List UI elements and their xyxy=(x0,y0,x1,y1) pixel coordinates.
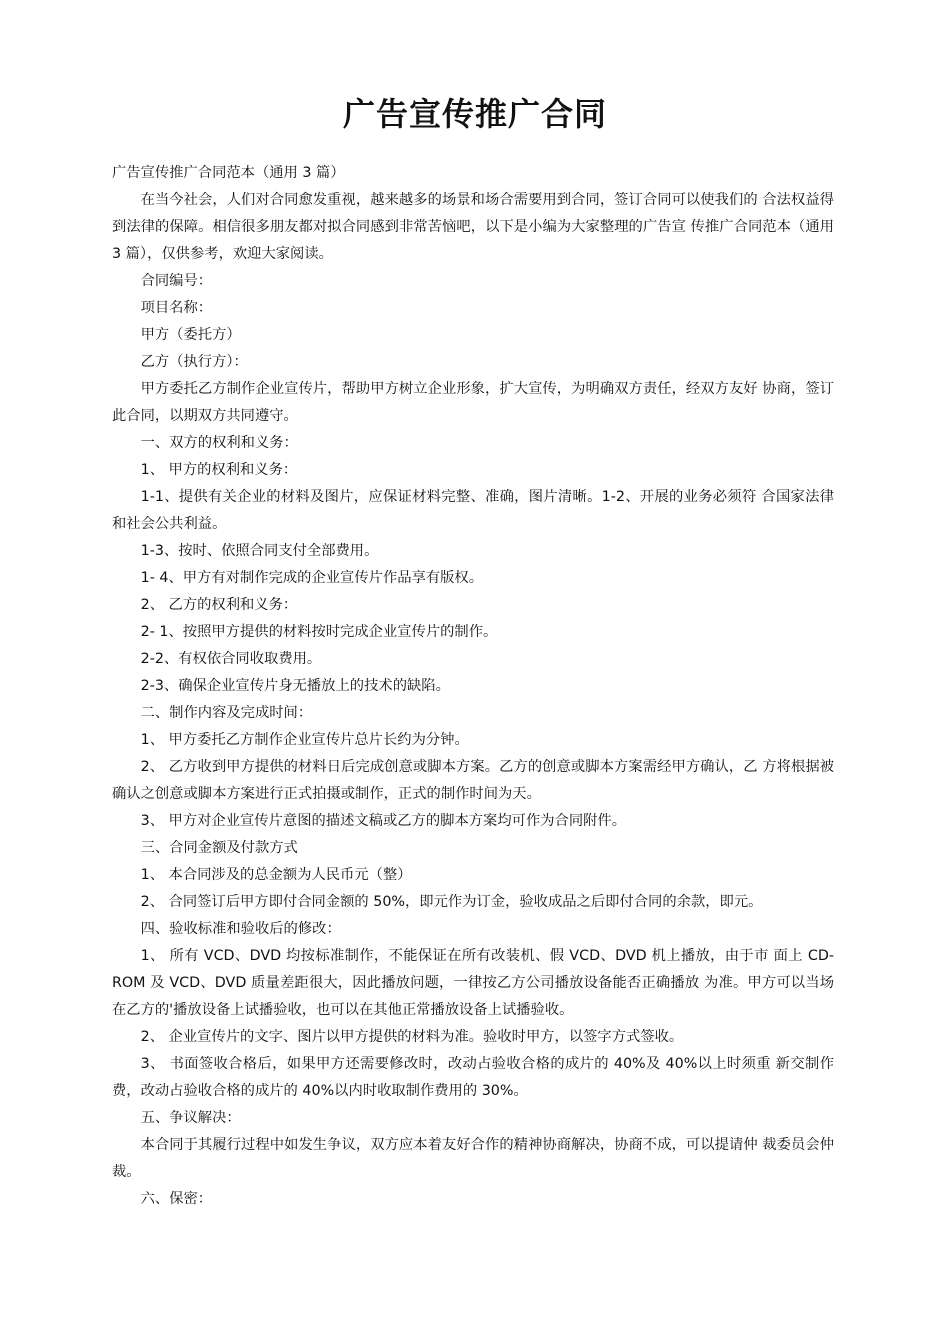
subtitle: 广告宣传推广合同范本（通用 3 篇） xyxy=(112,165,345,181)
clause: 1-1、提供有关企业的材料及图片，应保证材料完整、准确，图片清晰。1-2、开展的业务必须符 合国家法律和社会公共利益。 xyxy=(112,489,834,532)
clause: 1、 甲方委托乙方制作企业宣传片总片长约为分钟。 xyxy=(140,732,469,748)
clause: 3、 书面签收合格后，如果甲方还需要修改时，改动占验收合格的成片的 40%及 40%以上时须重 新交制作费，改动占验收合格的成片的 40%以内时收取制作费用的 30%。 xyxy=(112,1056,834,1099)
clause: 2-2、有权依合同收取费用。 xyxy=(140,651,322,667)
clause: 本合同于其履行过程中如发生争议，双方应本着友好合作的精神协商解决，协商不成，可以提请仲 裁委员会仲裁。 xyxy=(112,1137,834,1180)
document-body xyxy=(112,160,834,1213)
intro-paragraph: 在当今社会，人们对合同愈发重视，越来越多的场景和场合需要用到合同，签订合同可以使我们的 合法权益得到法律的保障。相信很多朋友都对拟合同感到非常苦恼吧，以下是小编为大家整理的广告宣 传推广合同范本（通用 3 篇），仅供参考，欢迎大家阅读。 xyxy=(112,192,834,262)
project-name-field: 项目名称： xyxy=(140,300,213,316)
section-heading: 五、争议解决： xyxy=(140,1110,241,1126)
clause: 1-3、按时、依照合同支付全部费用。 xyxy=(140,543,379,559)
section-heading: 四、验收标准和验收后的修改： xyxy=(140,921,341,937)
clause: 2、 企业宣传片的文字、图片以甲方提供的材料为准。验收时甲方，以签字方式签收。 xyxy=(140,1029,684,1045)
clause: 1- 4、甲方有对制作完成的企业宣传片作品享有版权。 xyxy=(140,570,484,586)
section-heading: 一、双方的权利和义务： xyxy=(140,435,298,451)
clause: 1、 本合同涉及的总金额为人民币元（整） xyxy=(140,867,412,883)
clause: 2、 合同签订后甲方即付合同金额的 50%，即元作为订金，验收成品之后即付合同的余款，即元。 xyxy=(140,894,763,910)
clause: 1、 所有 VCD、DVD 均按标准制作，不能保证在所有改装机、假 VCD、DVD 机上播放，由于市 面上 CD-ROM 及 VCD、DVD 质量差距很大，因此播放问题，一律按乙方公司播放设备能否正确播放 为准。甲方可以当场在乙方的'播放设备上试播验收，也可以在其他正常播放设备上试播验收。 xyxy=(112,948,834,1018)
section-heading: 六、保密： xyxy=(140,1191,213,1207)
clause: 2-3、确保企业宣传片身无播放上的技术的缺陷。 xyxy=(140,678,450,694)
clause: 3、 甲方对企业宣传片意图的描述文稿或乙方的脚本方案均可作为合同附件。 xyxy=(140,813,627,829)
section-heading: 三、合同金额及付款方式 xyxy=(140,840,298,856)
party-b-field: 乙方（执行方）： xyxy=(140,354,248,370)
contract-number-field: 合同编号： xyxy=(140,273,213,289)
preamble-paragraph: 甲方委托乙方制作企业宣传片，帮助甲方树立企业形象，扩大宣传，为明确双方责任，经双方友好 协商，签订此合同，以期双方共同遵守。 xyxy=(112,381,834,424)
clause: 2、 乙方的权利和义务： xyxy=(140,597,298,613)
clause: 2、 乙方收到甲方提供的材料日后完成创意或脚本方案。乙方的创意或脚本方案需经甲方确认，乙 方将根据被确认之创意或脚本方案进行正式拍摄或制作，正式的制作时间为天。 xyxy=(112,759,834,802)
document-title: 广告宣传推广合同 xyxy=(342,95,607,133)
clause: 1、 甲方的权利和义务： xyxy=(140,462,298,478)
section-heading: 二、制作内容及完成时间： xyxy=(140,705,313,721)
clause: 2- 1、按照甲方提供的材料按时完成企业宣传片的制作。 xyxy=(140,624,498,640)
party-a-field: 甲方（委托方） xyxy=(140,327,241,343)
